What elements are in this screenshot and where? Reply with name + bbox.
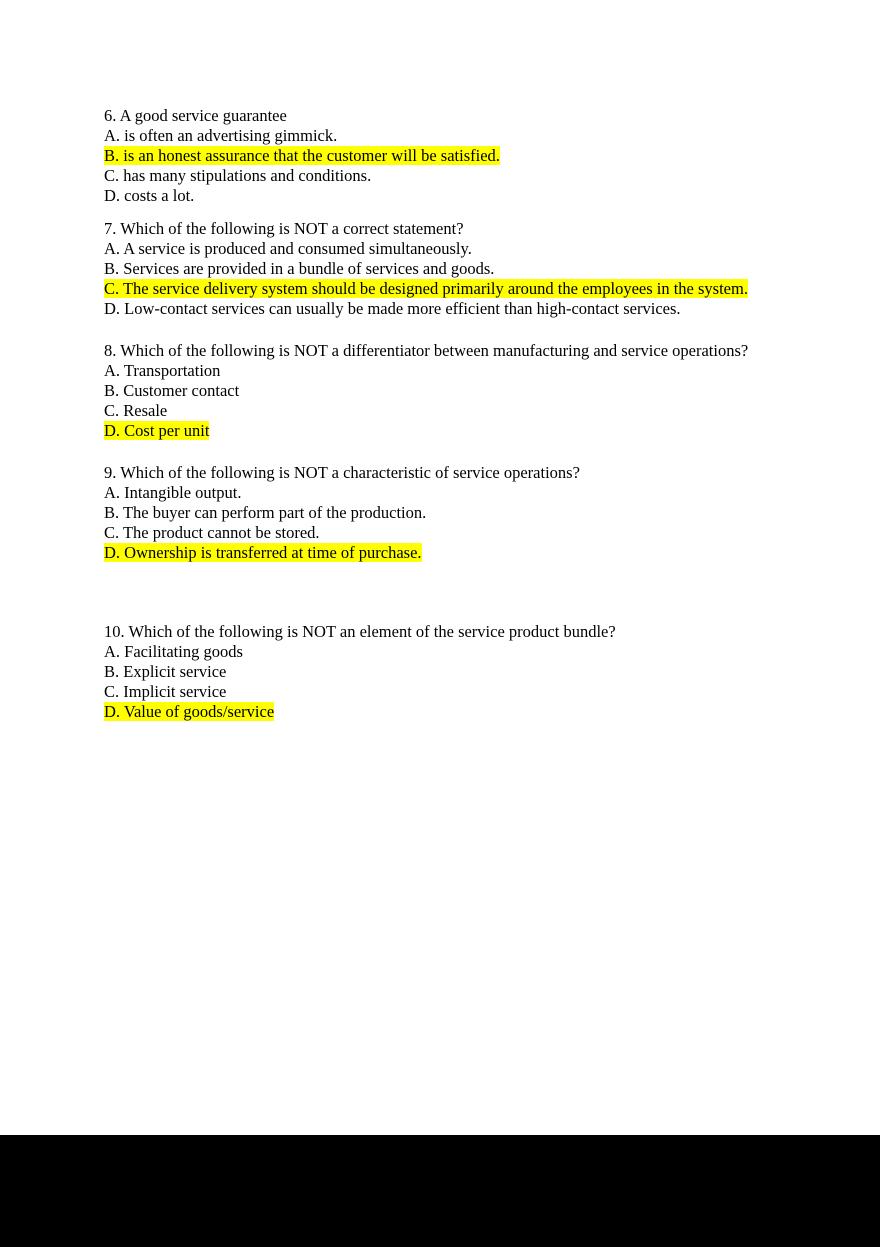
question-title: 8. Which of the following is NOT a differentiator between manufacturing and service operations?	[104, 341, 749, 360]
answer-option-text: B. Customer contact	[104, 381, 240, 400]
answer-option	[104, 642, 776, 662]
answer-option	[104, 126, 776, 146]
answer-option-text: C. Resale	[104, 401, 168, 420]
answer-option	[104, 381, 776, 401]
answer-option-text: C. has many stipulations and conditions.	[104, 166, 372, 185]
answer-option	[104, 259, 776, 279]
answer-option	[104, 503, 776, 523]
answer-option-text: B. Services are provided in a bundle of services and goods.	[104, 259, 495, 278]
answer-option	[104, 483, 776, 503]
question-block	[104, 219, 776, 319]
answer-option	[104, 662, 776, 682]
answer-option-text: C. The product cannot be stored.	[104, 523, 320, 542]
question-title-line	[104, 219, 776, 239]
answer-option-text: A. Facilitating goods	[104, 642, 243, 661]
question-title: 7. Which of the following is NOT a correct statement?	[104, 219, 464, 238]
answer-option-text: B. The buyer can perform part of the production.	[104, 503, 427, 522]
answer-option-text: D. Ownership is transferred at time of purchase.	[104, 543, 422, 562]
question-block	[104, 463, 776, 563]
answer-option	[104, 421, 776, 441]
answer-option-text: D. costs a lot.	[104, 186, 195, 205]
answer-option	[104, 239, 776, 259]
question-block	[104, 341, 776, 441]
quiz-document	[104, 106, 776, 722]
question-title-line	[104, 106, 776, 126]
answer-option-text: A. Transportation	[104, 361, 221, 380]
question-title: 10. Which of the following is NOT an element of the service product bundle?	[104, 622, 616, 641]
answer-option	[104, 523, 776, 543]
answer-option	[104, 186, 776, 206]
answer-option-text: B. is an honest assurance that the customer will be satisfied.	[104, 146, 500, 165]
answer-option-text: C. The service delivery system should be designed primarily around the employees in the system.	[104, 279, 748, 298]
answer-option	[104, 361, 776, 381]
footer-black-bar	[0, 1135, 880, 1247]
question-title: 6. A good service guarantee	[104, 106, 287, 125]
answer-option-text: A. is often an advertising gimmick.	[104, 126, 338, 145]
answer-option-text: A. Intangible output.	[104, 483, 242, 502]
answer-option	[104, 543, 776, 563]
question-block	[104, 106, 776, 206]
answer-option-text: C. Implicit service	[104, 682, 227, 701]
answer-option-text: B. Explicit service	[104, 662, 227, 681]
answer-option	[104, 146, 776, 166]
question-title-line	[104, 622, 776, 642]
answer-option	[104, 401, 776, 421]
answer-option-text: D. Cost per unit	[104, 421, 210, 440]
answer-option	[104, 682, 776, 702]
answer-option-text: A. A service is produced and consumed simultaneously.	[104, 239, 472, 258]
answer-option-text: D. Low-contact services can usually be made more efficient than high-contact services.	[104, 299, 681, 318]
answer-option	[104, 299, 776, 319]
answer-option	[104, 279, 776, 299]
answer-option	[104, 166, 776, 186]
question-block	[104, 622, 776, 722]
question-title-line	[104, 341, 776, 361]
question-title: 9. Which of the following is NOT a characteristic of service operations?	[104, 463, 580, 482]
answer-option-text: D. Value of goods/service	[104, 702, 275, 721]
question-title-line	[104, 463, 776, 483]
answer-option	[104, 702, 776, 722]
